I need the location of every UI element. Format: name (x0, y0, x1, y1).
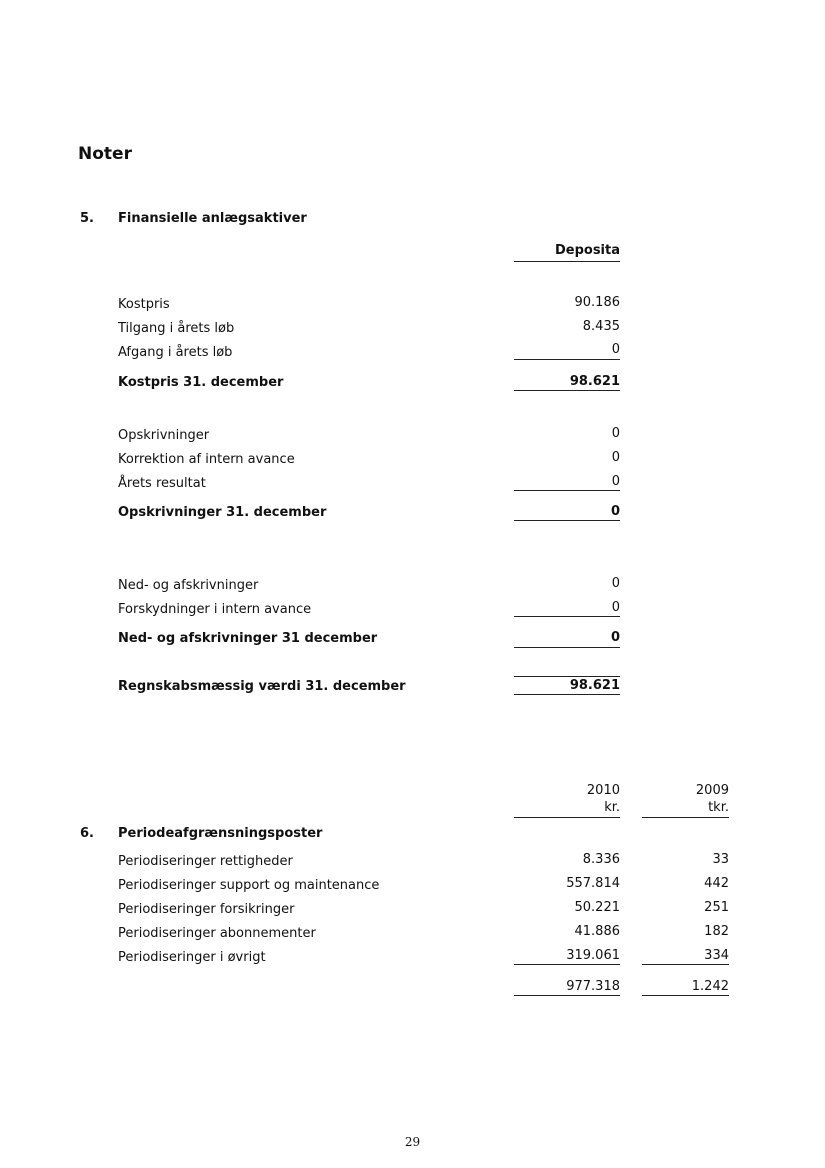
subtotal-rule (514, 616, 620, 617)
row-value: 0 (611, 474, 620, 489)
subtotal-rule (514, 359, 620, 360)
total-rule-2009 (642, 995, 729, 996)
row-value: 8.435 (582, 319, 620, 334)
table-row-label: Periodiseringer abonnementer (118, 926, 316, 941)
row-label: Opskrivninger (118, 428, 210, 443)
note-5-number: 5. (80, 211, 94, 226)
table-row-label: Periodiseringer forsikringer (118, 902, 295, 917)
total-label: Kostpris 31. december (118, 375, 284, 390)
total-label: Opskrivninger 31. december (118, 505, 327, 520)
total-value-2009: 1.242 (691, 979, 729, 994)
total-rule (514, 520, 620, 521)
row-label: Forskydninger i intern avance (118, 602, 312, 617)
row-label: Kostpris (118, 297, 170, 312)
total-value: 0 (610, 504, 620, 519)
total-rule-2010 (514, 995, 620, 996)
row-value: 0 (611, 342, 620, 357)
row-label: Afgang i årets løb (118, 345, 233, 360)
table-row-value-2009: 334 (704, 948, 729, 963)
table-row-value-2010: 41.886 (574, 924, 620, 939)
column-unit-2010: kr. (604, 800, 620, 815)
column-header-deposita: Deposita (554, 243, 620, 258)
column-unit-2009: tkr. (708, 800, 729, 815)
page-number: 29 (404, 1135, 421, 1149)
total-label: Ned- og afskrivninger 31 december (118, 631, 378, 646)
row-label: Årets resultat (118, 476, 206, 491)
table-row-value-2009: 182 (704, 924, 729, 939)
header-rule-2009 (642, 817, 729, 818)
row-value: 0 (611, 600, 620, 615)
table-row-value-2010: 319.061 (566, 948, 620, 963)
total-value-2010: 977.318 (566, 979, 620, 994)
row-label: Ned- og afskrivninger (118, 578, 259, 593)
row-value: 90.186 (574, 295, 620, 310)
column-year-2010: 2010 (586, 783, 620, 798)
table-row-value-2009: 442 (704, 876, 729, 891)
note-6-number: 6. (80, 826, 94, 841)
book-value-label: Regnskabsmæssig værdi 31. december (118, 679, 406, 694)
page-title: Noter (78, 144, 132, 164)
table-row-label: Periodiseringer support og maintenance (118, 878, 380, 893)
subtotal-rule (514, 490, 620, 491)
total-value: 0 (610, 630, 620, 645)
subtotal-rule-2010 (514, 964, 620, 965)
row-value: 0 (611, 450, 620, 465)
row-value: 0 (611, 426, 620, 441)
total-rule (514, 647, 620, 648)
table-row-label: Periodiseringer rettigheder (118, 854, 293, 869)
table-row-value-2010: 50.221 (574, 900, 620, 915)
table-row-value-2010: 557.814 (566, 876, 620, 891)
table-row-value-2010: 8.336 (582, 852, 620, 867)
book-value-top-rule (514, 676, 620, 677)
column-year-2009: 2009 (695, 783, 729, 798)
total-rule (514, 390, 620, 391)
table-row-value-2009: 33 (712, 852, 729, 867)
table-row-label: Periodiseringer i øvrigt (118, 950, 266, 965)
row-label: Tilgang i årets løb (118, 321, 235, 336)
note-5-title: Finansielle anlægsaktiver (118, 211, 307, 226)
header-rule (514, 261, 620, 262)
subtotal-rule-2009 (642, 964, 729, 965)
book-value-bottom-rule (514, 694, 620, 695)
header-rule-2010 (514, 817, 620, 818)
total-value: 98.621 (569, 374, 620, 389)
note-6-title: Periodeafgrænsningsposter (118, 826, 323, 841)
row-label: Korrektion af intern avance (118, 452, 295, 467)
row-value: 0 (611, 576, 620, 591)
book-value-value: 98.621 (569, 678, 620, 693)
table-row-value-2009: 251 (704, 900, 729, 915)
